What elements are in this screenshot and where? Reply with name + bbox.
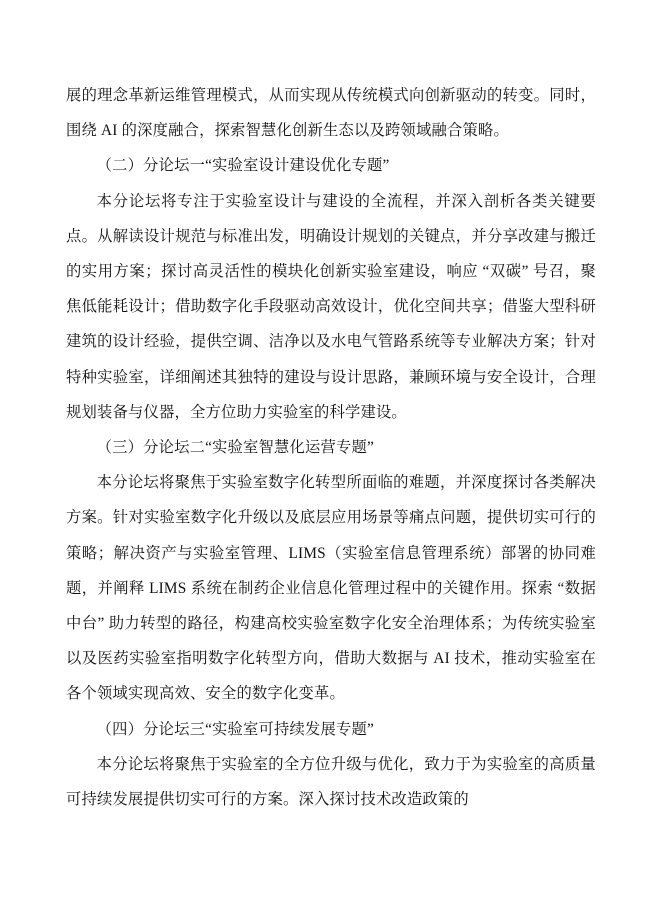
- paragraph-forum-1: 本分论坛将专注于实验室设计与建设的全流程，并深入剖析各类关键要点。从解读设计规范与标准出发，明确设计规划的关键点，并分享改建与搬迁的实用方案；探讨高灵活性的模块化创新实验室建设，响应 “双碳” 号召，聚焦低能耗设计；借助数字化手段驱动高效设计，优化空间共享；借鉴大型科研建筑的设计经验，提供空调、洁净以及水电气管路系统等专业解决方案；针对特种实验室，详细阐述其独特的建设与设计思路，兼顾环境与安全设计，合理规划装备与仪器，全方位助力实验室的科学建设。: [66, 192, 596, 421]
- paragraph-forum-2: 本分论坛将聚焦于实验室数字化转型所面临的难题，并深度探讨各类解决方案。针对实验室数字化升级以及底层应用场景等痛点问题，提供切实可行的策略；解决资产与实验室管理、LIMS（实验室信息管理系统）部署的协同难题，并阐释 LIMS 系统在制药企业信息化管理过程中的关键作用。探索 “数据中台” 助力转型的路径，构建高校实验室数字化安全治理体系；为传统实验室以及医药实验室指明数字化转型方向，借助大数据与 AI 技术，推动实验室在各个领域实现高效、安全的数字化变革。: [66, 474, 596, 703]
- paragraph-continued-intro: 展的理念革新运维管理模式，从而实现从传统模式向创新驱动的转变。同时，围绕 AI 的深度融合，探索智慧化创新生态以及跨领域融合策略。: [66, 87, 596, 140]
- paragraph-forum-3: 本分论坛将聚焦于实验室的全方位升级与优化，致力于为实验室的高质量可持续发展提供切实可行的方案。深入探讨技术改造政策的: [66, 755, 596, 809]
- heading-forum-2: （三）分论坛二“实验室智慧化运营专题”: [96, 439, 375, 457]
- heading-forum-3: （四）分论坛三“实验室可持续发展专题”: [96, 720, 375, 738]
- document-body: [66, 78, 596, 817]
- heading-forum-1: （二）分论坛一“实验室设计建设优化专题”: [96, 157, 390, 175]
